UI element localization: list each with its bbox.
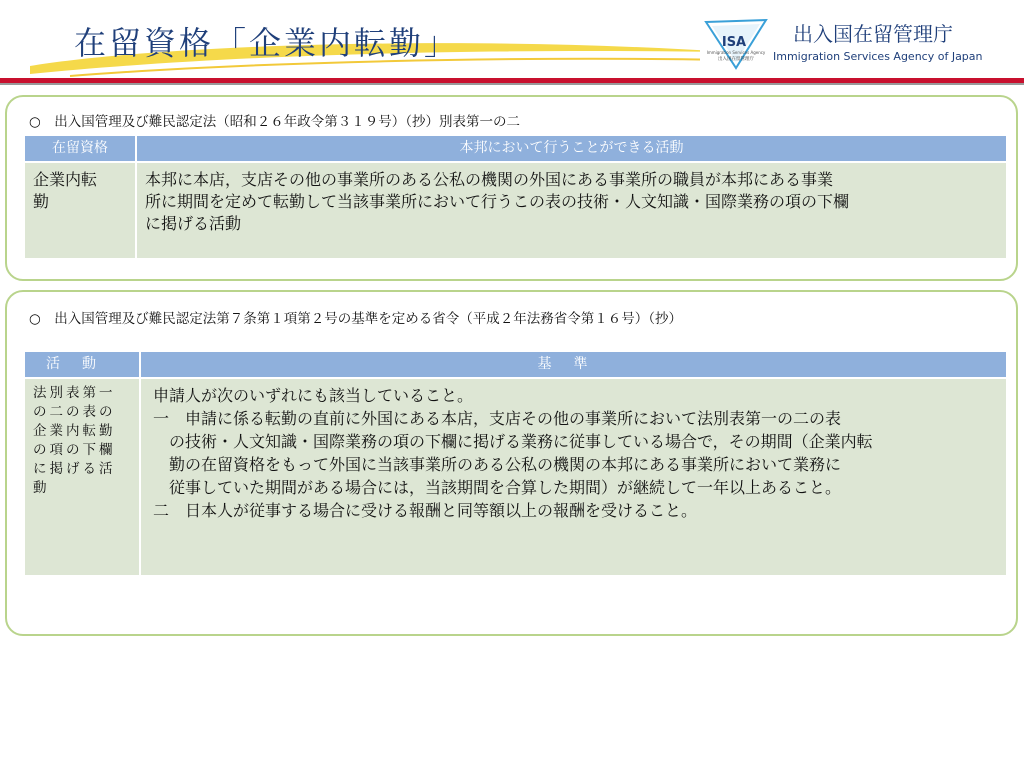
table2-header-standard: 基準 xyxy=(141,352,1006,377)
standard-lead: 申請人が次のいずれにも該当していること。 xyxy=(153,386,474,405)
standard-item-1: 一 申請に係る転勤の直前に外国にある本店，支店その他の事業所において法別表第一の二の表 の技術・人文知識・国際業務の項の下欄に掲げる業務に従事している場合で，その期間（企業内転 勤の在留資格をもって外国に当該事業所のある公私の機関の本邦にある事業所において業務に 従事していた期間がある場合には，当該期間を合算した期間）が継続して一年以上あること。 xyxy=(153,409,873,497)
agency-name-en: Immigration Services Agency of Japan xyxy=(773,50,983,63)
logo-small-ja: 出入国在留管理庁 xyxy=(718,57,754,62)
standard-item-2: 二 日本人が従事する場合に受ける報酬と同等額以上の報酬を受けること。 xyxy=(153,501,698,520)
table1-header-activity: 本邦において行うことができる活動 xyxy=(137,136,1006,161)
section1-panel xyxy=(5,95,1018,281)
table1-cell-status xyxy=(25,163,135,258)
logo-text: ISA xyxy=(721,35,747,50)
status-text: 企業内転 勤 xyxy=(33,170,98,211)
isa-logo xyxy=(700,14,772,74)
section2-heading: ○ 出入国管理及び難民認定法第７条第１項第２号の基準を定める省令（平成２年法務省令第１６号）（抄） xyxy=(29,311,683,327)
table1-cell-activity xyxy=(137,163,1006,258)
activity-text: 本邦に本店，支店その他の事業所のある公私の機関の外国にある事業所の職員が本邦にある事業 所に期間を定めて転勤して当該事業所において行うこの表の技術・人文知識・国際業務の項の下欄 に掲げる活動 xyxy=(145,170,850,233)
table2-cell-activity xyxy=(25,379,139,575)
table1-header-status: 在留資格 xyxy=(25,136,135,161)
table2-header-activity: 活動 xyxy=(25,352,139,377)
section1-heading: ○ 出入国管理及び難民認定法（昭和２６年政令第３１９号）（抄）別表第一の二 xyxy=(29,114,521,130)
agency-name-ja: 出入国在留管理庁 xyxy=(793,22,953,46)
header-rule-gray xyxy=(0,83,1024,85)
table2-cell-standard xyxy=(141,379,1006,575)
section2-panel xyxy=(5,290,1018,636)
activity-description: 法別表第一 の二の表の 企業内転勤 の項の下欄 に掲げる活 動 xyxy=(33,385,116,496)
logo-small-en: Immigration Services Agency xyxy=(706,50,766,55)
page-title: 在留資格「企業内転勤」 xyxy=(74,24,460,62)
